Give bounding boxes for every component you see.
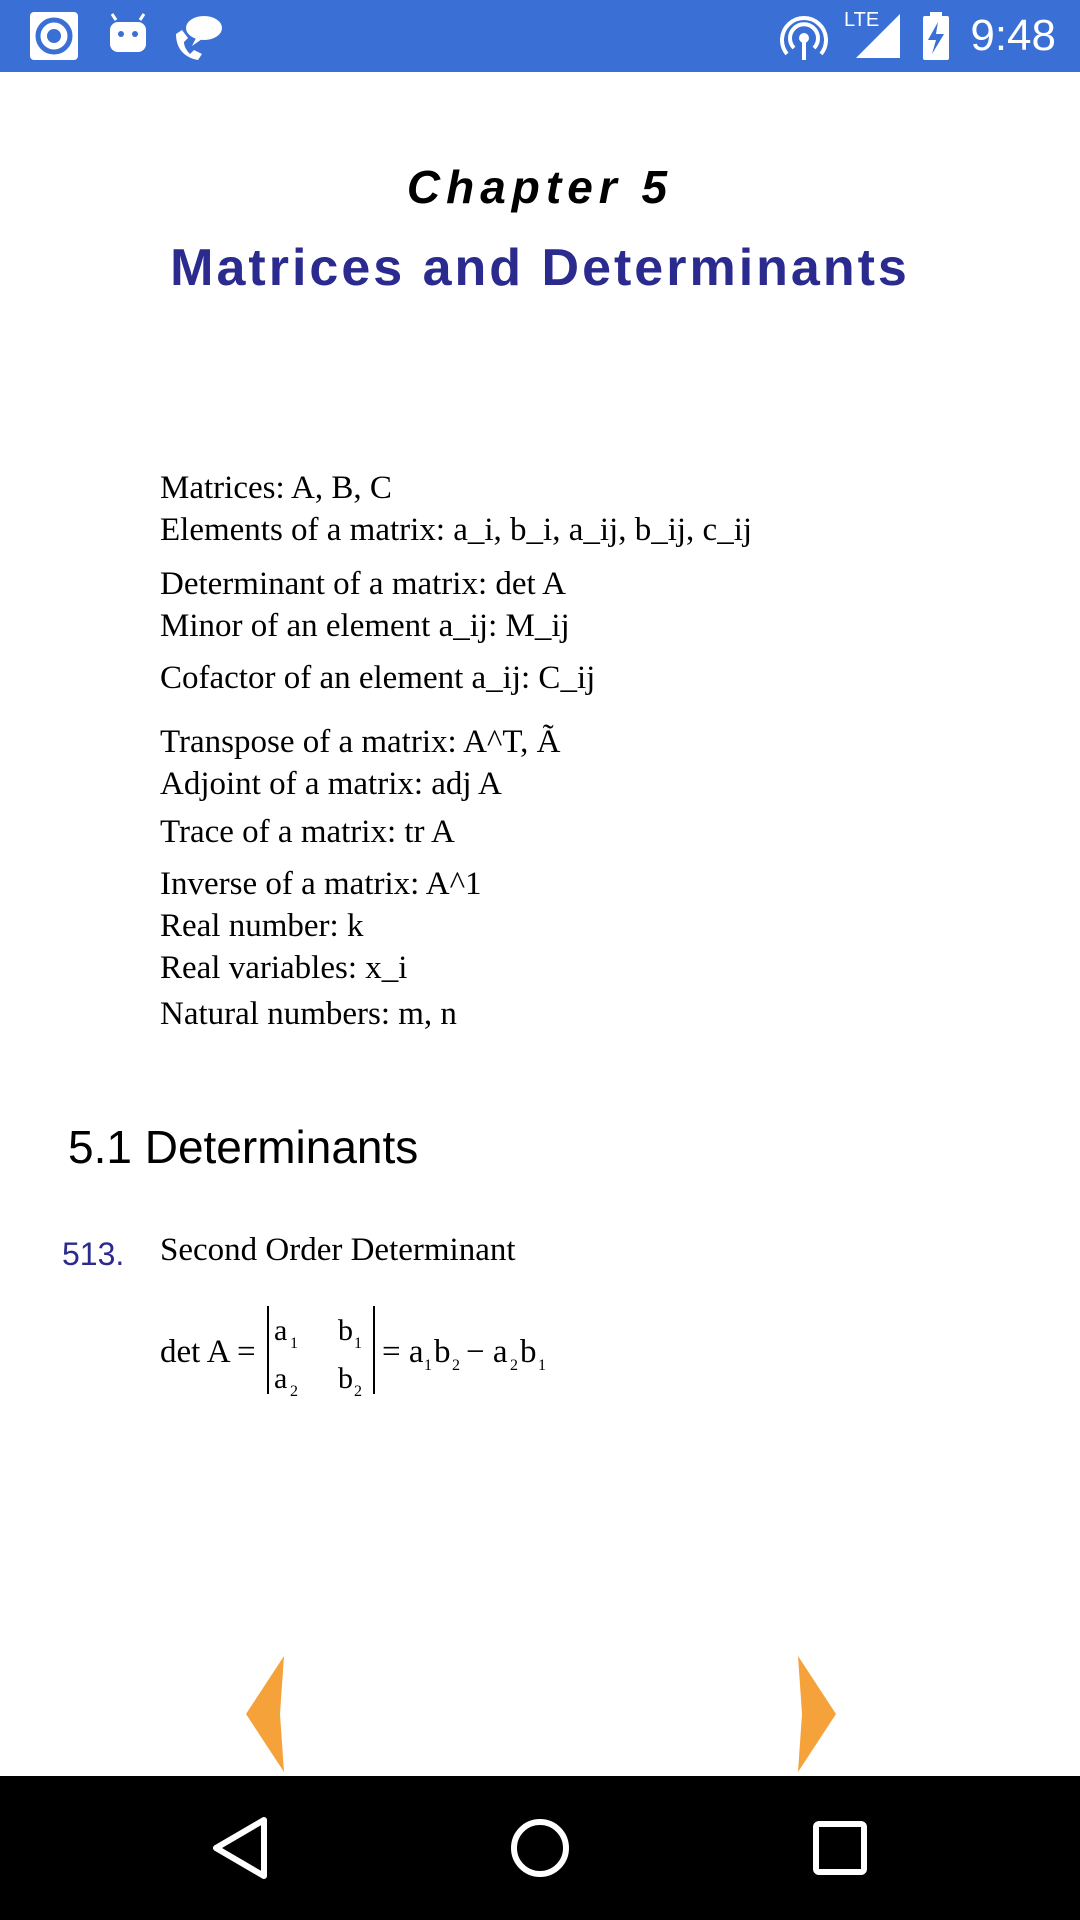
chapter-label: Chapter 5 [406,161,674,213]
notation-line: Elements of a matrix: a_i, b_i, a_ij, b_ij, c_ij [160,512,753,548]
notation-line: Natural numbers: m, n [160,996,457,1032]
formula-number: 513. [62,1236,125,1272]
notation-line: Determinant of a matrix: det A [160,566,566,602]
notation-line: Real variables: x_i [160,950,408,986]
svg-text:1: 1 [290,1335,298,1352]
svg-text:1: 1 [538,1357,546,1374]
svg-text:a: a [274,1314,288,1347]
notation-line: Inverse of a matrix: A^1 [160,866,482,902]
svg-text:2: 2 [510,1357,518,1374]
svg-text:det A =: det A = [160,1334,256,1370]
hotspot-icon [780,8,828,64]
svg-text:1: 1 [354,1335,362,1352]
chapter-title: Matrices and Determinants [170,239,910,297]
notation-line: Matrices: A, B, C [160,470,392,506]
notation-line: Transpose of a matrix: A^T, Ã [160,724,561,760]
status-bar [0,0,1080,72]
previous-page-button[interactable] [240,1656,290,1772]
home-button[interactable] [504,1812,576,1884]
svg-text:2: 2 [354,1383,362,1400]
clock: 9:48 [970,11,1056,60]
document-page [0,72,1080,1776]
svg-text:b: b [338,1314,353,1347]
notation-line: Real number: k [160,908,364,944]
battery-charging-icon [920,8,952,64]
svg-text:a: a [274,1362,288,1395]
svg-text:1: 1 [424,1357,432,1374]
notation-line: Trace of a matrix: tr A [160,814,455,850]
svg-text:b: b [520,1334,537,1370]
phone-chat-icon [170,8,226,64]
back-button[interactable] [204,1812,276,1884]
android-icon [104,8,152,64]
determinant-formula [160,1282,580,1462]
svg-text:2: 2 [290,1383,298,1400]
recents-button[interactable] [804,1812,876,1884]
section-heading: 5.1 Determinants [68,1121,419,1173]
signal-icon [842,8,902,64]
network-label: LTE [844,9,880,31]
notation-line: Adjoint of a matrix: adj A [160,766,502,802]
notation-line: Minor of an element a_ij: M_ij [160,608,570,644]
svg-text:b: b [338,1362,353,1395]
notation-line: Cofactor of an element a_ij: C_ij [160,660,596,696]
record-icon [28,8,80,64]
system-nav-bar [0,1776,1080,1920]
svg-text:b: b [434,1334,451,1370]
svg-text:= a: = a [382,1334,424,1370]
svg-text:− a: − a [466,1334,508,1370]
formula-title: Second Order Determinant [160,1232,516,1268]
next-page-button[interactable] [792,1656,842,1772]
svg-text:2: 2 [452,1357,460,1374]
